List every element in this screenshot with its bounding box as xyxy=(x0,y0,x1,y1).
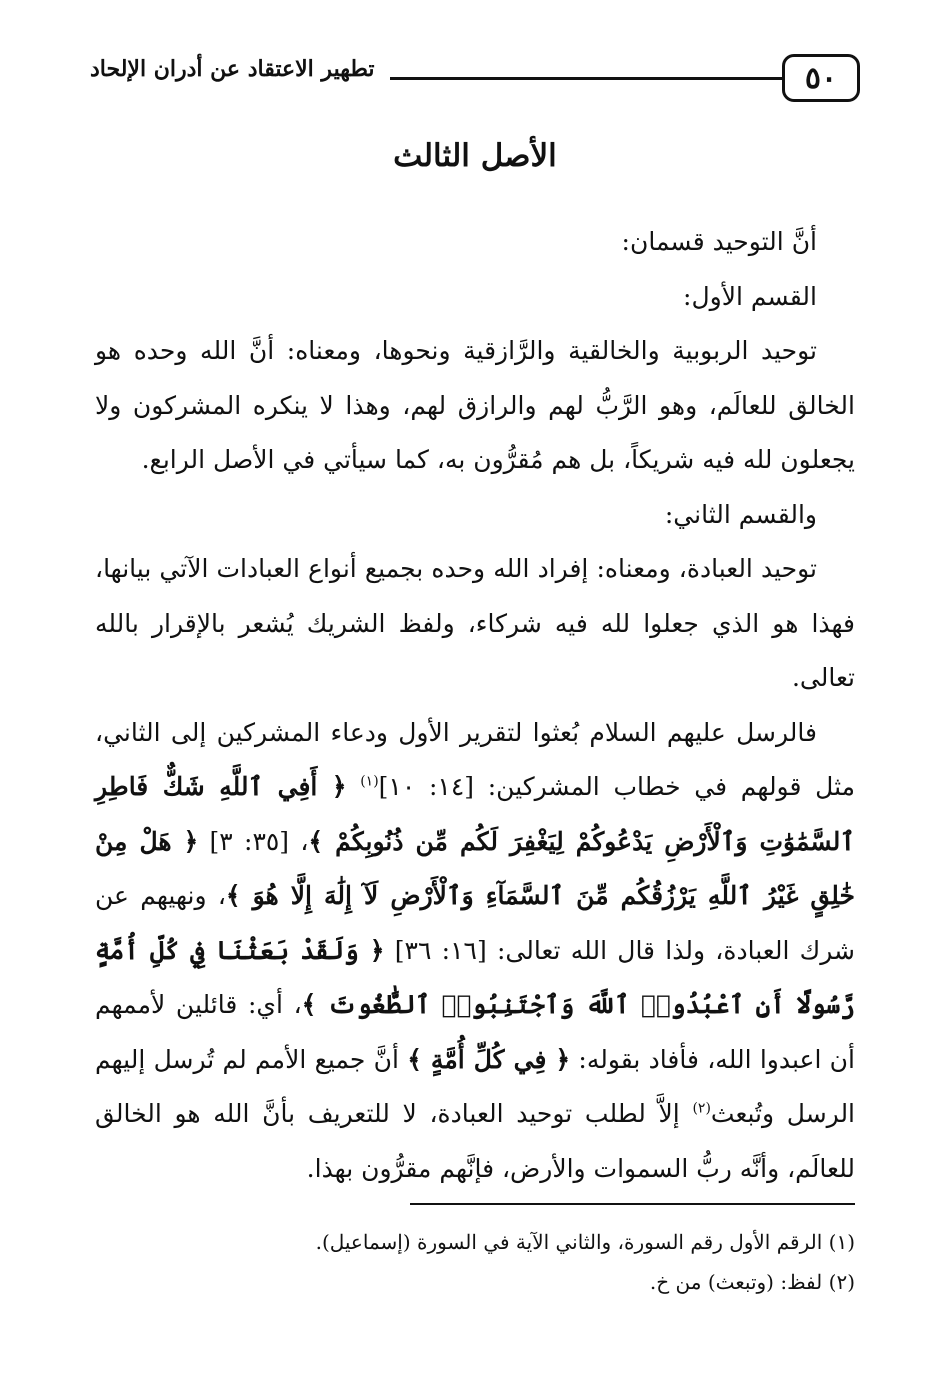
running-header xyxy=(90,52,860,112)
paragraph-5: توحيد العبادة، ومعناه: إفراد الله وحده بجميع أنواع العبادات الآتي بيانها، فهذا هو الذي جعلوا لله فيه شركاء، ولفظ الشريك يُشعر بالإقرار بالله تعالى. xyxy=(95,554,855,692)
text-run: ، ونهيهم عن شرك العبادة، ولذا قال الله تعالى: [١٦: ٣٦] xyxy=(95,881,855,965)
paragraph-3: توحيد الربوبية والخالقية والرَّازقية ونحوها، ومعناه: أنَّ الله وحده هو الخالق للعالَم، وهو الرَّبُّ لهم والرازق لهم، وهذا لا ينكره المشركون ولا يجعلون لله فيه شريكاً، بل هم مُقرُّون به، كما سيأتي في الأصل الرابع. xyxy=(95,336,855,474)
body-text xyxy=(95,215,855,1196)
footnote-1: (١) الرقم الأول رقم السورة، والثاني الآية في السورة (إسماعيل). xyxy=(315,1230,855,1254)
text-run: فالرسل عليهم السلام بُعثوا لتقرير الأول ودعاء المشركين إلى الثاني، مثل قولهم في خطاب المشركين: [١٤: ١٠] xyxy=(95,717,856,801)
running-title: تطهير الاعتقاد عن أدران الإلحاد xyxy=(90,56,375,82)
footnote-ref-2: (٢) xyxy=(692,1100,711,1117)
footnotes xyxy=(95,1222,855,1302)
header-rule xyxy=(390,77,782,80)
paragraph-4: والقسم الثاني: xyxy=(664,499,817,529)
quran-verse: ﴿ أَفِي ٱللَّهِ شَكٌّ فَاطِرِ ٱلسَّمَٰوَٰتِ وَٱلْأَرْضِ يَدْعُوكُمْ لِيَغْفِرَ لَكُم مِّن ذُنُوبِكُمْ ﴾ xyxy=(95,772,855,856)
quran-verse: ﴿ وَلَقَدْ بَعَثْنَا فِي كُلِّ أُمَّةٍ رَّسُولًا أَنِ ٱعْبُدُوا۟ ٱللَّهَ وَٱجْتَنِبُوا۟ ٱلطَّٰغُوتَ ﴾ xyxy=(95,935,855,1019)
paragraph-1: أنَّ التوحيد قسمان: xyxy=(621,227,817,256)
quran-verse: ﴿ فِي كُلِّ أُمَّةٍ ﴾ xyxy=(407,1044,571,1074)
text-run: ، أي: قائلين لأممهم أن اعبدوا الله، فأفاد بقوله: xyxy=(95,990,855,1074)
footnote-rule xyxy=(410,1203,855,1205)
text-run: ، [٣٥: ٣] xyxy=(209,826,309,856)
footnote-2: (٢) لفظ: (وتبعث) من خ. xyxy=(649,1270,855,1294)
paragraph-6 xyxy=(95,706,855,1197)
text-run: أنَّ جميع الأمم لم تُرسل إليهم الرسل وتُبعث xyxy=(95,1044,856,1128)
footnote-ref-1: (١) xyxy=(360,773,379,790)
paragraph-2: القسم الأول: xyxy=(683,281,817,311)
text-run: إلاَّ لطلب توحيد العبادة، لا للتعريف بأنَّ الله هو الخالق للعالَم، وأنَّه ربُّ السموات والأرض، فإنَّهم مقرُّون بهذا. xyxy=(95,1099,855,1183)
page-number: ٥٠ xyxy=(782,54,860,102)
section-title: الأصل الثالث xyxy=(393,138,557,174)
quran-verse: ﴿ هَلْ مِنْ خَٰلِقٍ غَيْرُ ٱللَّهِ يَرْزُقُكُم مِّنَ ٱلسَّمَآءِ وَٱلْأَرْضِ لَآ إِلَٰهَ إِلَّا هُوَ ﴾ xyxy=(95,826,855,910)
